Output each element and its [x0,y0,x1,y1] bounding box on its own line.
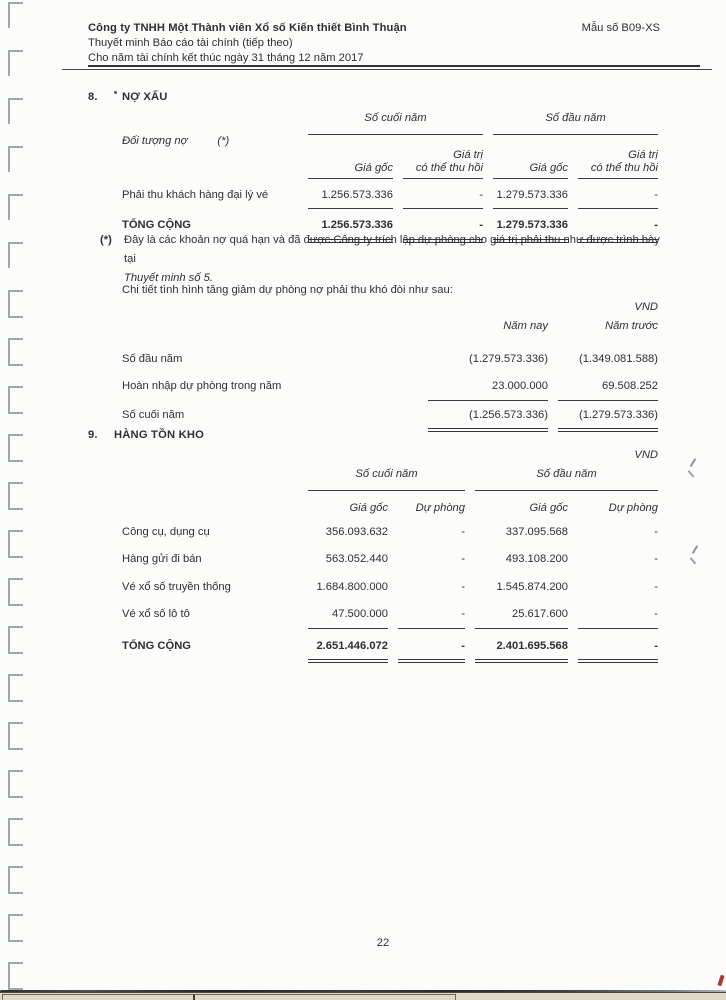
amount-cell: (1.279.573.336) [558,401,658,432]
amount-cell: 493.108.200 [505,553,568,566]
amount-cell: 356.093.632 [325,526,388,538]
pen-scribble [690,545,700,565]
section-9-number: 9. [88,429,98,441]
scan-edge-paper [0,992,726,1000]
currency-label: VND [634,449,658,461]
column-header-cost-1 [308,135,393,179]
cost-label: Giá gốc [354,162,393,174]
footnote-marker: (*) [100,234,112,246]
total-row-label: TỔNG CỘNG [122,639,191,652]
column-header-provision-2: Dự phòng [608,501,658,514]
amount-cell: 1.684.800.000 [316,580,388,593]
row-label: Vé xổ số lô tô [122,608,190,621]
binding-hole-mark [8,770,23,798]
scan-edge-segment [193,994,456,1000]
binding-hole-mark [8,482,23,510]
column-header-cost-2: Giá gốc [529,501,568,514]
column-header-prior-year: Năm trước [604,320,658,332]
total-amount-cell: - [398,629,465,663]
bad-debt-table [122,112,658,243]
amount-cell: 1.545.874.200 [496,580,568,593]
amount-cell: 47.500.000 [308,600,388,628]
footnote [100,231,666,288]
recoverable-label-line2: có thể thu hồi [590,162,658,174]
amount-cell: - [403,179,483,209]
amount-cell: (1.349.081.588) [579,353,658,365]
amount-cell: - [461,580,465,593]
amount-cell: (1.256.573.336) [428,401,548,432]
column-header-cost-2 [493,135,568,179]
scan-speck [114,91,117,94]
section-9-title [88,429,204,442]
binding-hole-mark [8,386,23,414]
amount-cell: 337.095.568 [505,526,568,538]
header-subtitle: Thuyết minh Báo cáo tài chính (tiếp theo) [88,37,293,49]
total-amount-cell: - [578,209,658,242]
amount-cell: 1.279.573.336 [493,179,568,209]
binding-hole-mark [8,674,23,702]
header-company: Công ty TNHH Một Thành viên Xổ số Kiến thiết Bình Thuận [88,22,407,34]
binding-hole-mark [8,818,23,846]
amount-cell: - [654,553,658,566]
provision-movement-table [122,320,658,432]
binding-hole-mark [8,722,23,750]
row-label: Phải thu khách hàng đại lý vé [122,189,269,201]
binding-hole-mark [8,2,23,28]
amount-cell: (1.279.573.336) [469,353,548,365]
header-rule [88,65,700,67]
amount-cell: 23.000.000 [428,372,548,400]
binding-hole-mark [8,146,23,172]
column-header-recoverable-1 [403,135,483,179]
recoverable-label-line1: Giá trị [628,149,658,161]
row-label: Số cuối năm [122,408,185,421]
currency-label: VND [634,301,658,313]
total-amount-cell: 2.651.446.072 [308,629,388,663]
column-header-provision-1: Dự phòng [415,501,465,514]
spacer-cell [122,468,298,487]
column-header-cost-1: Giá gốc [349,501,388,514]
footnote-text: Đây là các khoản nợ quá hạn và đã được Công ty trích lập dự phòng cho giá trị phải thu như được trình bày tại [124,234,660,265]
movement-intro: Chi tiết tình hình tăng giảm dự phòng nợ phải thu khó đòi như sau: [122,284,453,296]
column-header-current-year: Năm nay [503,320,548,332]
cost-label: Giá gốc [529,162,568,174]
section-9-heading: HÀNG TỒN KHO [114,429,205,441]
row-label: Số đầu năm [122,353,183,365]
header-period: Cho năm tài chính kết thúc ngày 31 tháng 12 năm 2017 [88,52,364,64]
amount-cell: 563.052.440 [325,553,388,566]
scan-edge-shadow [0,988,726,1000]
binding-hole-mark [8,530,23,558]
footnote-body [124,231,666,288]
binding-hole-mark [8,50,23,76]
spacer-cell [122,112,298,131]
section-8-heading: NỢ XẤU [122,91,168,103]
amount-cell: - [461,526,465,538]
recoverable-label-line2: có thể thu hồi [415,162,483,174]
total-amount-cell: - [578,629,658,663]
page-number: 22 [376,937,390,949]
total-amount-cell: 2.401.695.568 [475,629,568,663]
row-label: Hàng gửi đi bán [122,553,202,566]
header-rule-secondary [62,69,712,70]
group-header-end-of-year: Số cuối năm [308,468,465,491]
total-amount-cell: 1.279.573.336 [493,209,568,242]
amount-cell: - [578,600,658,628]
amount-cell: - [654,580,658,593]
row-label: Hoàn nhập dự phòng trong năm [122,380,282,393]
amount-cell: 25.617.600 [475,600,568,628]
group-header-start-of-year: Số đầu năm [475,468,658,491]
red-ink-mark [717,975,724,987]
amount-cell: - [461,553,465,566]
binding-hole-mark [8,578,23,606]
column-header-recoverable-2 [578,135,658,179]
amount-cell: - [398,600,465,628]
binding-hole-mark [8,434,23,462]
binding-hole-mark [8,914,23,942]
binding-hole-mark [8,98,23,124]
spacer-cell [122,491,298,518]
debtor-note-ref: (*) [217,135,230,147]
binding-hole-mark [8,194,23,220]
recoverable-label-line1: Giá trị [453,149,483,161]
section-8-title [88,91,168,104]
total-amount-cell: 1.256.573.336 [308,209,393,242]
form-number: Mẫu số B09-XS [581,22,660,34]
amount-cell: 69.508.252 [558,372,658,400]
row-label: Vé xổ số truyền thống [122,580,231,593]
binding-hole-mark [8,866,23,894]
row-label: Công cụ, dụng cụ [122,526,210,538]
spacer-cell [122,320,418,345]
pen-scribble [688,458,698,478]
footnote-reference: Thuyết minh số 5. [124,272,213,284]
binding-hole-mark [8,338,23,366]
total-amount-cell: - [403,209,483,242]
amount-cell: 1.256.573.336 [308,179,393,209]
section-8-number: 8. [88,91,98,103]
binding-hole-mark [8,626,23,654]
binding-hole-mark [8,962,23,990]
amount-cell: - [578,179,658,209]
column-header-debtor [122,135,298,178]
debtor-label: Đối tượng nợ [122,135,188,147]
group-header-end-of-year: Số cuối năm [308,112,483,135]
binding-hole-mark [8,290,23,318]
total-row-label: TỔNG CỘNG [122,219,191,232]
group-header-start-of-year: Số đầu năm [493,112,658,135]
binding-hole-mark [8,242,23,268]
inventory-table [122,468,658,663]
scan-edge-segment [2,994,195,1000]
amount-cell: - [654,526,658,538]
